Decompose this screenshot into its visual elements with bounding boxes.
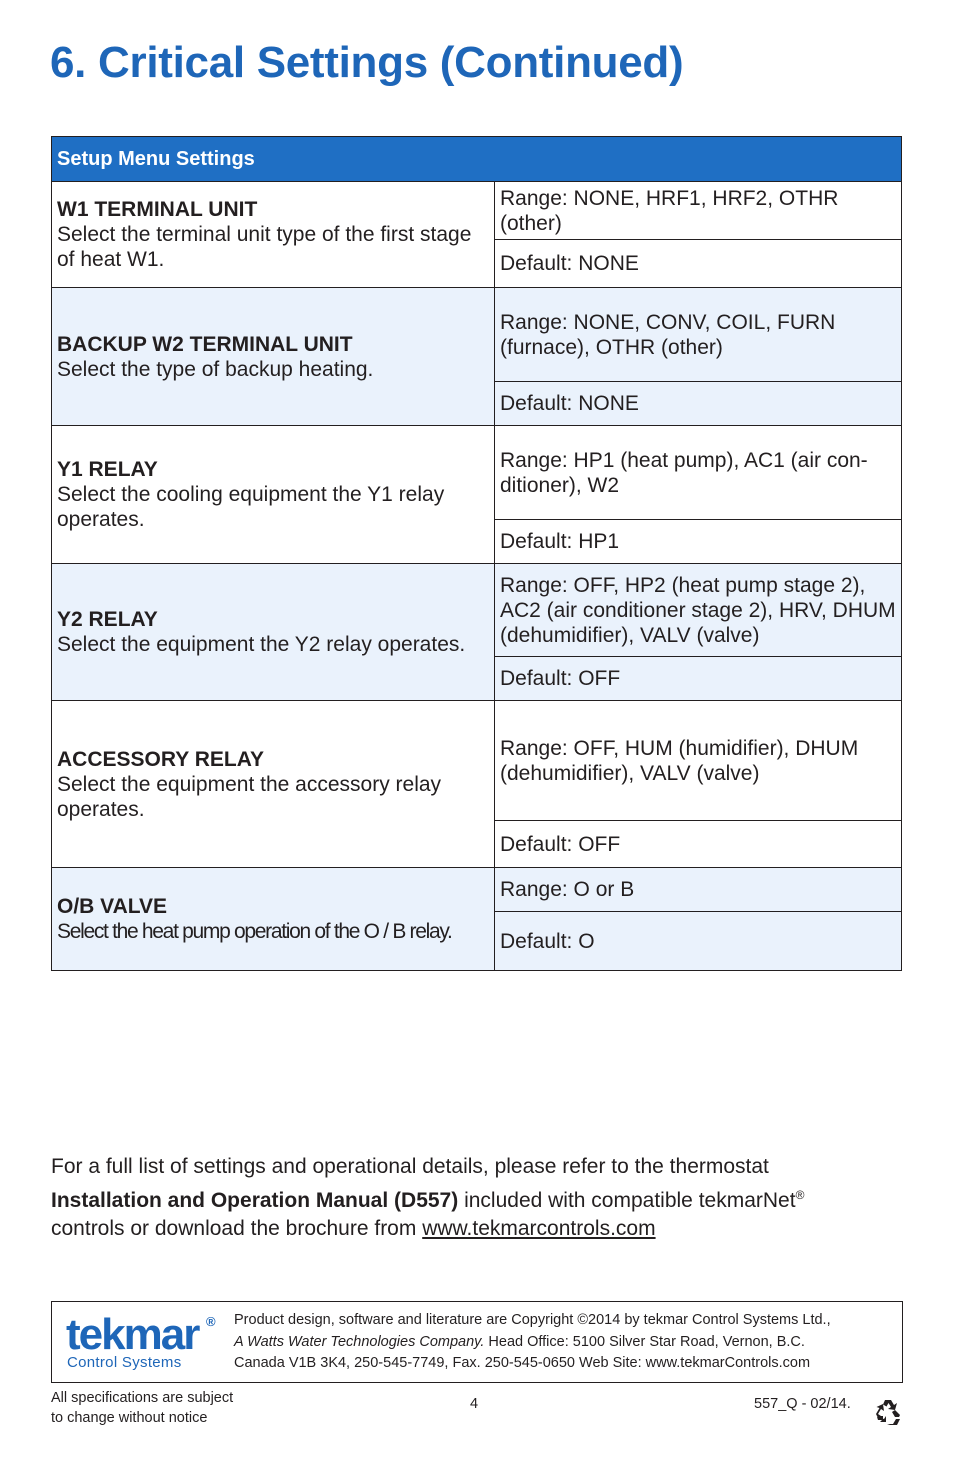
copyright-box (51, 1301, 903, 1383)
setting-name: O/B VALVE (57, 895, 168, 918)
setting-description: Select the equipment the Y2 relay operates. (57, 633, 466, 656)
setting-cell (52, 182, 495, 288)
default-cell: Default: OFF (495, 657, 902, 701)
reference-paragraph: For a full list of settings and operational details, please refer to the thermostat Installation and Operation Manual (D557) included with compatible tekmarNet® controls or download the brochure from www.tekmarcontrols.com (51, 1155, 805, 1240)
recycle-icon (873, 1398, 903, 1426)
range-cell: Range: NONE, HRF1, HRF2, OTHR (other) (495, 182, 902, 240)
document-code: 557_Q - 02/14. (754, 1396, 851, 1412)
tekmar-logo: tekmar ® Control Systems (66, 1310, 216, 1371)
setting-description: Select the heat pump operation of the O / B relay. (57, 920, 452, 943)
table-row (52, 868, 902, 912)
setup-menu-settings-table (51, 136, 902, 971)
setting-cell (52, 564, 495, 701)
setting-name: Y1 RELAY (57, 458, 158, 481)
range-cell: Range: OFF, HUM (humidifier), DHUM (dehumidifier), VALV (valve) (495, 701, 902, 821)
setting-cell (52, 868, 495, 971)
default-cell: Default: O (495, 912, 902, 971)
setting-cell (52, 288, 495, 426)
range-cell: Range: NONE, CONV, COIL, FURN (furnace), OTHR (other) (495, 288, 902, 382)
page-number: 4 (470, 1396, 479, 1412)
setting-name: ACCESSORY RELAY (57, 747, 264, 771)
setting-name: Y2 RELAY (57, 608, 158, 631)
setting-description: Select the equipment the accessory relay operates. (57, 772, 442, 821)
manual-title: Installation and Operation Manual (D557) (51, 1189, 459, 1212)
range-cell: Range: HP1 (heat pump), AC1 (air con-ditioner), W2 (495, 426, 902, 520)
table-row (52, 288, 902, 382)
specifications-notice: All specifications are subject to change without notice (51, 1390, 234, 1426)
range-cell: Range: O or B (495, 868, 902, 912)
copyright-text: Product design, software and literature are Copyright ©2014 by tekmar Control Systems Ltd., A Watts Water Technologies Company. Head Office: 5100 Silver Star Road, Vernon, B.C. Canada V1B 3K4, 250-545-7749, Fax. 250-545-0650 Web Site: www.tekmarControls.com (234, 1312, 831, 1371)
setting-name: W1 TERMINAL UNIT (57, 198, 258, 221)
setting-description: Select the type of backup heating. (57, 357, 374, 381)
range-cell: Range: OFF, HP2 (heat pump stage 2), AC2 (air conditioner stage 2), HRV, DHUM (dehumidifier), VALV (valve) (495, 564, 902, 657)
setting-description: Select the cooling equipment the Y1 relay operates. (57, 483, 445, 531)
setting-cell (52, 701, 495, 868)
table-row (52, 564, 902, 657)
page-title: 6. Critical Settings (Continued) (50, 38, 684, 87)
tekmar-website-link[interactable]: www.tekmarcontrols.com (422, 1217, 656, 1240)
default-cell: Default: NONE (495, 382, 902, 426)
setting-description: Select the terminal unit type of the first stage of heat W1. (57, 223, 472, 271)
setting-cell (52, 426, 495, 564)
default-cell: Default: HP1 (495, 520, 902, 564)
table-row (52, 182, 902, 240)
table-row (52, 701, 902, 821)
table-header: Setup Menu Settings (52, 137, 902, 182)
table-row (52, 426, 902, 520)
default-cell: Default: NONE (495, 240, 902, 288)
default-cell: Default: OFF (495, 821, 902, 868)
setting-name: BACKUP W2 TERMINAL UNIT (57, 332, 353, 356)
